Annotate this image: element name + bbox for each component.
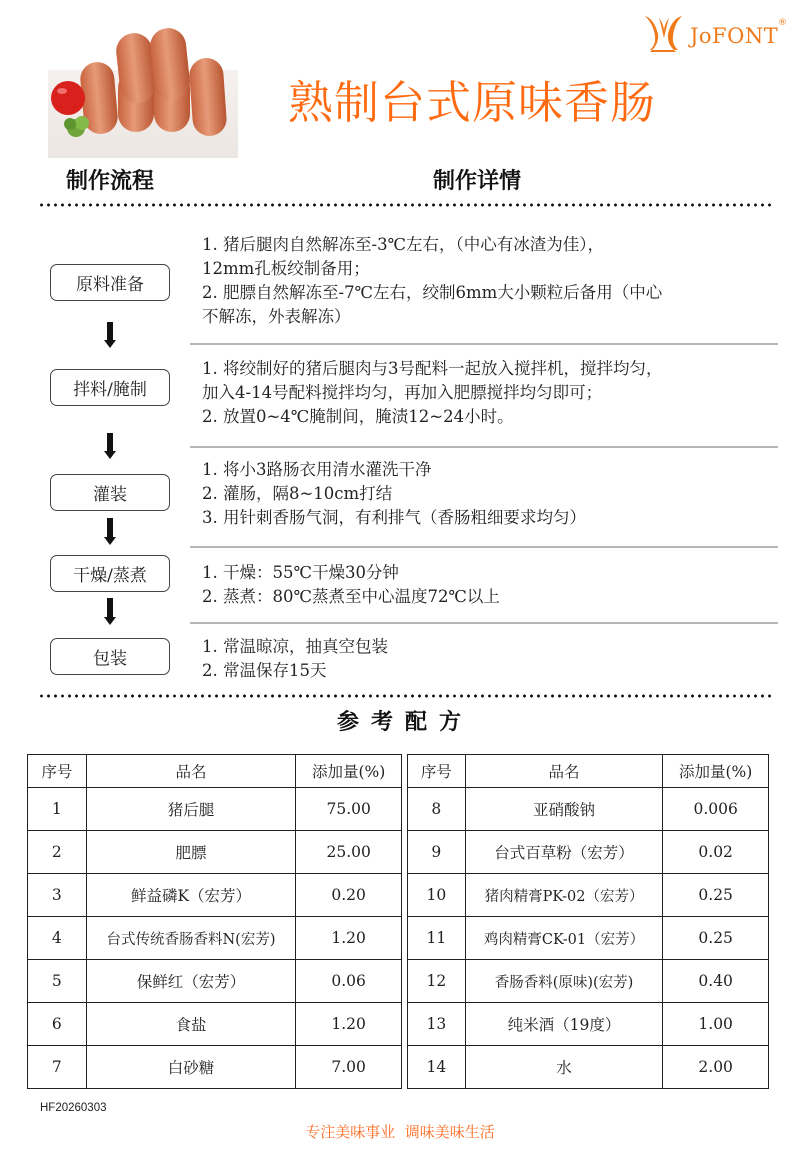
detail-line: 2. 灌肠，隔8~10cm打结 [202,484,393,503]
formula-table-right [407,754,769,1089]
detail-line: 1. 将小3路肠衣用清水灌洗干净 [202,460,432,479]
step-3-details [202,458,782,530]
cell-name: 水 [465,1046,663,1089]
cell-name: 食盐 [86,1003,296,1046]
table-row [408,1046,769,1089]
cell-amount: 0.40 [663,960,769,1003]
table-row [408,960,769,1003]
step-label: 包装 [93,649,127,669]
table-row [28,917,402,960]
detail-line: 1. 将绞制好的猪后腿肉与3号配料一起放入搅拌机，搅拌均匀， [202,359,663,378]
product-photo [46,28,241,160]
divider [38,203,773,207]
table-row [408,874,769,917]
cell-name: 白砂糖 [86,1046,296,1089]
divider [190,622,778,624]
cell-amount: 2.00 [663,1046,769,1089]
cell-index: 3 [28,874,87,917]
process-heading: 制作流程 [66,169,155,194]
divider [190,343,778,345]
cell-amount: 1.20 [296,917,402,960]
cell-amount: 0.25 [663,874,769,917]
cell-index: 6 [28,1003,87,1046]
detail-line: 1. 猪后腿肉自然解冻至-3℃左右，（中心有冰渣为佳）， [202,235,605,254]
cell-amount: 0.02 [663,831,769,874]
cell-name: 猪肉精膏PK-02（宏芳） [465,874,663,917]
cell-index: 1 [28,788,87,831]
step-filling [50,474,170,511]
brand-logo [640,10,800,60]
table-row [408,917,769,960]
cell-name: 香肠香料(原味)(宏芳) [465,960,663,1003]
cell-amount: 25.00 [296,831,402,874]
detail-line: 加入4-14号配料搅拌均匀，再加入肥膘搅拌均匀即可； [202,383,603,402]
step-2-details [202,357,782,429]
step-label: 灌装 [93,485,127,505]
table-row [28,788,402,831]
cell-index: 11 [408,917,466,960]
document-code: HF20260303 [40,1102,107,1114]
detail-line: 不解冻，外表解冻） [202,307,351,326]
cell-name: 肥膘 [86,831,296,874]
step-drying-cooking [50,555,170,592]
arrow-down-icon [104,518,116,546]
cell-amount: 75.00 [296,788,402,831]
page-title: 熟制台式原味香肠 [288,76,657,129]
cell-index: 10 [408,874,466,917]
cell-name: 台式传统香肠香料N(宏芳) [86,917,296,960]
details-heading: 制作详情 [433,169,522,194]
table-row [408,831,769,874]
table-row [28,1003,402,1046]
slogan: 专注美味事业 调味美味生活 [305,1123,495,1141]
detail-line: 1. 常温晾凉，抽真空包装 [202,637,388,656]
detail-line: 2. 常温保存15天 [202,661,327,680]
divider [38,694,773,698]
cell-name: 鲜益磷K（宏芳） [86,874,296,917]
col-header-name: 品名 [86,755,296,788]
cell-name: 台式百草粉（宏芳） [465,831,663,874]
cell-amount: 0.20 [296,874,402,917]
table-row [28,874,402,917]
step-raw-material-prep [50,264,170,301]
cell-index: 13 [408,1003,466,1046]
divider [190,446,778,448]
col-header-index: 序号 [408,755,466,788]
cell-index: 8 [408,788,466,831]
cell-amount: 0.006 [663,788,769,831]
cell-index: 12 [408,960,466,1003]
divider [190,546,778,548]
cell-index: 2 [28,831,87,874]
step-5-details [202,635,782,683]
col-header-name: 品名 [465,755,663,788]
detail-line: 3. 用针刺香肠气洞，有利排气（香肠粗细要求均匀） [202,508,586,527]
cell-amount: 1.00 [663,1003,769,1046]
step-packaging [50,638,170,675]
step-label: 拌料/腌制 [73,380,147,400]
arrow-down-icon [104,322,116,348]
cell-index: 7 [28,1046,87,1089]
formula-title: 参考配方 [336,710,473,735]
step-1-details [202,233,782,329]
cell-amount: 7.00 [296,1046,402,1089]
table-header-row [28,755,402,788]
cell-name: 猪后腿 [86,788,296,831]
cell-amount: 0.06 [296,960,402,1003]
detail-line: 1. 干燥：55℃干燥30分钟 [202,563,399,582]
cell-name: 纯米酒（19度） [465,1003,663,1046]
detail-line: 2. 放置0~4℃腌制间，腌渍12~24小时。 [202,407,514,426]
cell-amount: 1.20 [296,1003,402,1046]
cell-index: 4 [28,917,87,960]
cell-name: 亚硝酸钠 [465,788,663,831]
table-header-row [408,755,769,788]
col-header-amount: 添加量(%) [663,755,769,788]
cell-amount: 0.25 [663,917,769,960]
registered-mark: ® [778,18,787,28]
detail-line: 2. 肥膘自然解冻至-7℃左右，绞制6mm大小颗粒后备用（中心 [202,283,663,302]
detail-line: 12mm孔板绞制备用； [202,259,370,278]
cell-name: 保鲜红（宏芳） [86,960,296,1003]
step-label: 原料准备 [76,275,144,295]
formula-table-left [27,754,402,1089]
arrow-down-icon [104,433,116,459]
col-header-amount: 添加量(%) [296,755,402,788]
table-row [408,1003,769,1046]
cell-index: 5 [28,960,87,1003]
step-label: 干燥/蒸煮 [73,566,147,586]
table-row [28,960,402,1003]
table-row [28,831,402,874]
step-4-details [202,561,782,609]
detail-line: 2. 蒸煮：80℃蒸煮至中心温度72℃以上 [202,587,500,606]
cell-index: 9 [408,831,466,874]
col-header-index: 序号 [28,755,87,788]
brand-name: JoFONT [690,24,779,48]
step-mixing-curing [50,369,170,406]
cell-name: 鸡肉精膏CK-01（宏芳） [465,917,663,960]
cell-index: 14 [408,1046,466,1089]
arrow-down-icon [104,598,116,625]
table-row [28,1046,402,1089]
table-row [408,788,769,831]
jofont-tulip-icon [642,12,686,54]
